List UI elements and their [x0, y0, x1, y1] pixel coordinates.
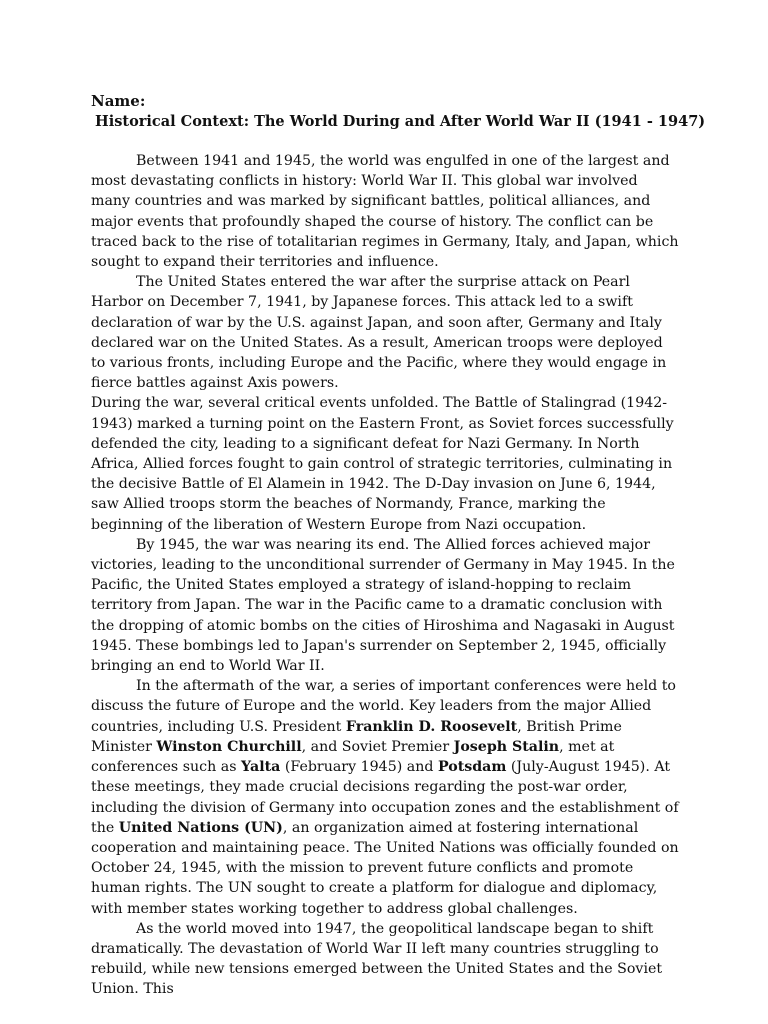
bold-term: Potsdam [437, 759, 507, 776]
paragraph-4 [91, 535, 679, 676]
text-run: During the war, several critical events unfolded. The Battle of Stalingrad (1942-1943) marked a turning point on the Eastern Front, as Soviet forces successfully defended the city, leading to a significant defeat for Nazi Germany. In North Africa, Allied forces fought to gain control of strategic territories, culminating in the decisive Battle of El Alamein in 1942. The D-Day invasion on June 6, 1944, saw Allied troops storm the beaches of Normandy, France, marking the beginning of the liberation of Western Europe from Nazi occupation. [91, 395, 674, 533]
document-page [91, 91, 706, 1000]
text-run: Between 1941 and 1945, the world was engulfed in one of the largest and most devastating conflicts in history: World War II. This global war involved many countries and was marked by significant battles, political alliances, and major events that profoundly shaped the course of history. The conflict can be traced back to the rise of totalitarian regimes in Germany, Italy, and Japan, which sought to expand their territories and influence. [91, 153, 679, 271]
text-run: The United States entered the war after the surprise attack on Pearl Harbor on December 7, 1941, by Japanese forces. This attack led to a swift declaration of war by the U.S. against Japan, and soon after, Germany and Italy declared war on the United States. As a result, American troops were deployed to various fronts, including Europe and the Pacific, where they would engage in fierce battles against Axis powers. [91, 274, 667, 392]
bold-term: Joseph Stalin [453, 738, 560, 755]
bold-term: United Nations (UN) [118, 819, 283, 836]
paragraph-6 [91, 919, 679, 1000]
name-label: Name: [91, 92, 146, 110]
bold-term: Winston Churchill [156, 738, 302, 755]
text-run: , an organization aimed at fostering international cooperation and maintaining peace. The United Nations was officially founded on October 24, 1945, with the mission to prevent future conflicts and promote human rights. The UN sought to create a platform for dialogue and diplomacy, with member states working together to address global challenges. [91, 819, 679, 917]
paragraph-3 [91, 393, 679, 534]
text-run: , British Prime Minister [91, 718, 622, 755]
document-title: Historical Context: The World During and After World War II (1941 - 1947) [95, 113, 706, 130]
paragraph-5 [91, 676, 679, 918]
paragraph-1 [91, 151, 679, 272]
text-run: By 1945, the war was nearing its end. The Allied forces achieved major victories, leading to the unconditional surrender of Germany in May 1945. In the Pacific, the United States employed a strategy of island-hopping to reclaim territory from Japan. The war in the Pacific came to a dramatic conclusion with the dropping of atomic bombs on the cities of Hiroshima and Nagasaki in August 1945. These bombings led to Japan's surrender on September 2, 1945, officially bringing an end to World War II. [91, 536, 675, 675]
text-run: (July-August 1945). At these meetings, they made crucial decisions regarding the post-war order, including the division of Germany into occupation zones and the establishment of the [91, 759, 679, 836]
paragraph-2 [91, 272, 679, 393]
text-run: In the aftermath of the war, a series of important conferences were held to discuss the future of Europe and the world. Key leaders from the major Allied countries, including U.S. President [91, 678, 676, 735]
bold-term: Franklin D. Roosevelt [345, 718, 518, 735]
document-body [91, 151, 679, 1000]
text-run: , met at conferences such as [91, 738, 615, 776]
bold-term: Yalta [240, 759, 281, 776]
text-run: (February 1945) and [280, 759, 438, 776]
text-run: As the world moved into 1947, the geopolitical landscape began to shift dramatically. The devastation of World War II left many countries struggling to rebuild, while new tensions emerged between the United States and the Soviet Union. This [91, 920, 663, 998]
text-run: , and Soviet Premier [301, 738, 454, 755]
